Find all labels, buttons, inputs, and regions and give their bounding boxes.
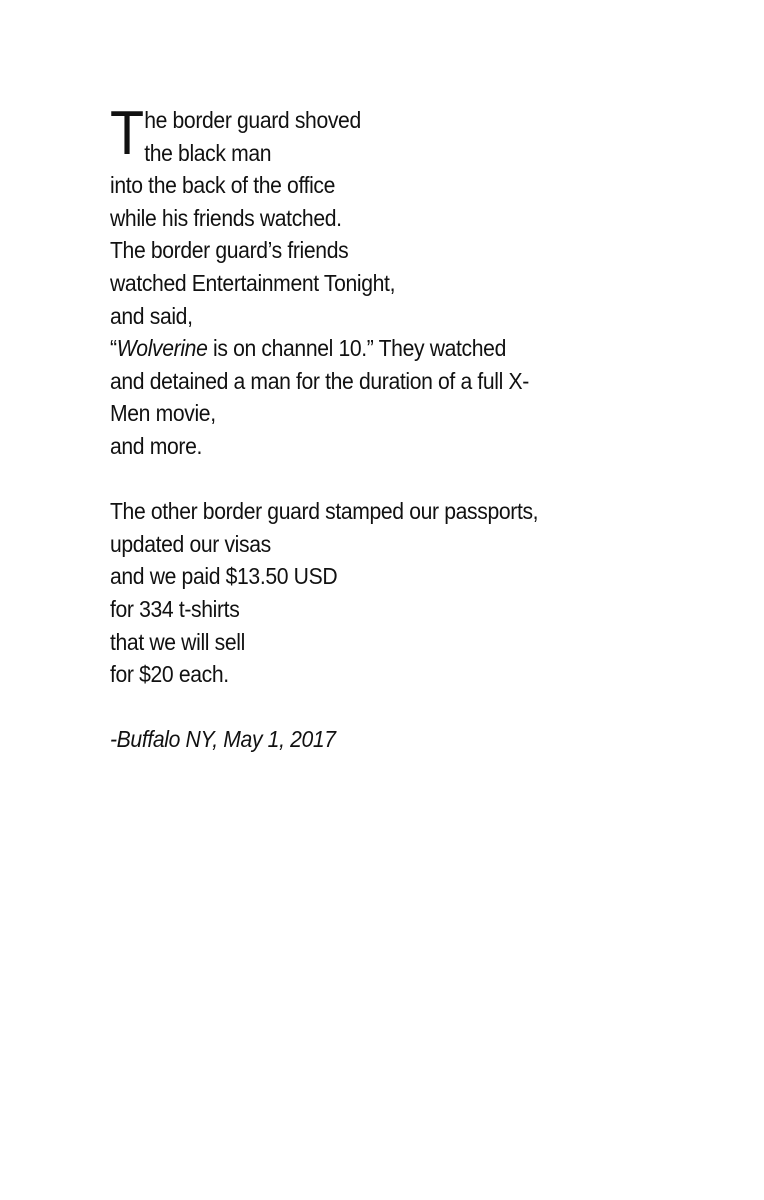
poem bbox=[110, 99, 614, 756]
poem-line-1: he border guard shoved bbox=[144, 107, 361, 133]
stanza-break bbox=[110, 463, 614, 496]
poem-line-quote bbox=[110, 332, 614, 365]
poem-line: while his friends watched. bbox=[110, 204, 342, 231]
drop-cap: T bbox=[110, 99, 145, 168]
poem-line: updated our visas bbox=[110, 530, 271, 557]
stanza-break bbox=[110, 691, 614, 724]
poem-line: Men movie, bbox=[110, 400, 216, 427]
poem-line: for $20 each. bbox=[110, 661, 229, 688]
quote-open: “ bbox=[110, 335, 117, 362]
movie-title: Wolverine bbox=[116, 335, 208, 362]
poem-line: for 334 t-shirts bbox=[110, 595, 240, 622]
poem-line: The border guard’s friends bbox=[110, 237, 349, 264]
poem-line: The other border guard stamped our passports, bbox=[110, 498, 539, 525]
poem-line: and more. bbox=[110, 432, 202, 459]
poem-line: and we paid $13.50 USD bbox=[110, 563, 338, 590]
quote-rest: is on channel 10.” They watched bbox=[207, 335, 506, 362]
place-date-signature: -Buffalo NY, May 1, 2017 bbox=[110, 726, 336, 753]
poem-line: and said, bbox=[110, 302, 193, 329]
poem-line-2: the black man bbox=[144, 139, 272, 166]
poem-line: and detained a man for the duration of a full X- bbox=[110, 367, 529, 394]
poem-line: into the back of the office bbox=[110, 172, 336, 199]
poem-line: that we will sell bbox=[110, 628, 245, 655]
poem-opening bbox=[110, 99, 614, 169]
poem-line: watched Entertainment Tonight, bbox=[110, 269, 396, 296]
